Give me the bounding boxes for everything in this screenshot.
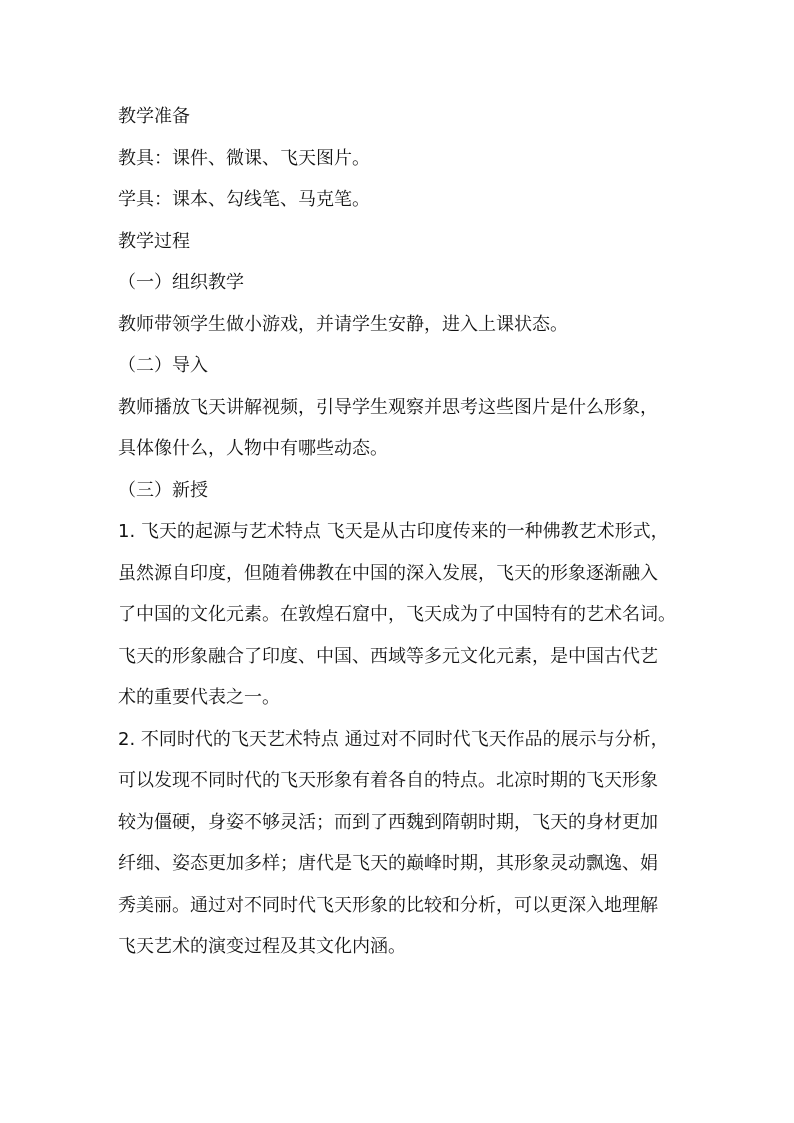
- item-1-paragraph: [118, 511, 678, 719]
- paragraph-line: 纤细、姿态更加多样；唐代是飞天的巅峰时期，其形象灵动飘逸、娟: [118, 853, 658, 874]
- item-2-paragraph: [118, 719, 678, 968]
- student-tools-line: 学具：课本、勾线笔、马克笔。: [118, 189, 370, 210]
- paragraph-line: 具体像什么，人物中有哪些动态。: [118, 438, 388, 459]
- paragraph-line: 2. 不同时代的飞天艺术特点 通过对不同时代飞天作品的展示与分析，: [118, 728, 669, 750]
- paragraph-line: 较为僵硬，身姿不够灵活；而到了西魏到隋朝时期，飞天的身材更加: [118, 811, 658, 833]
- paragraph-line: 术的重要代表之一。: [118, 687, 280, 708]
- teaching-process-heading: 教学过程: [118, 230, 190, 252]
- teaching-tools-line: 教具：课件、微课、飞天图片。: [118, 147, 370, 169]
- paragraph-line: 飞天的形象融合了印度、中国、西域等多元文化元素，是中国古代艺: [118, 645, 658, 667]
- teaching-preparation-heading: 教学准备: [118, 106, 190, 127]
- paragraph-line: 秀美丽。通过对不同时代飞天形象的比较和分析，可以更深入地理解: [118, 894, 658, 916]
- paragraph-line: 了中国的文化元素。在敦煌石窟中，飞天成为了中国特有的艺术名词。: [118, 604, 676, 625]
- section-1-text: 教师带领学生做小游戏，并请学生安静，进入上课状态。: [118, 313, 568, 335]
- paragraph-line: 虽然源自印度，但随着佛教在中国的深入发展，飞天的形象逐渐融入: [118, 562, 658, 584]
- section-3-heading: （三）新授: [118, 479, 208, 501]
- paragraph-line: 可以发现不同时代的飞天形象有着各自的特点。北凉时期的飞天形象: [118, 770, 658, 791]
- paragraph-line: 1. 飞天的起源与艺术特点 飞天是从古印度传来的一种佛教艺术形式，: [118, 521, 669, 542]
- section-1-heading: （一）组织教学: [118, 272, 244, 293]
- paragraph-line: 教师播放飞天讲解视频，引导学生观察并思考这些图片是什么形象，: [118, 396, 658, 418]
- document-page: [118, 96, 678, 968]
- paragraph-line: 飞天艺术的演变过程及其文化内涵。: [118, 936, 406, 957]
- section-2-paragraph: [118, 387, 678, 470]
- section-2-heading: （二）导入: [118, 355, 208, 376]
